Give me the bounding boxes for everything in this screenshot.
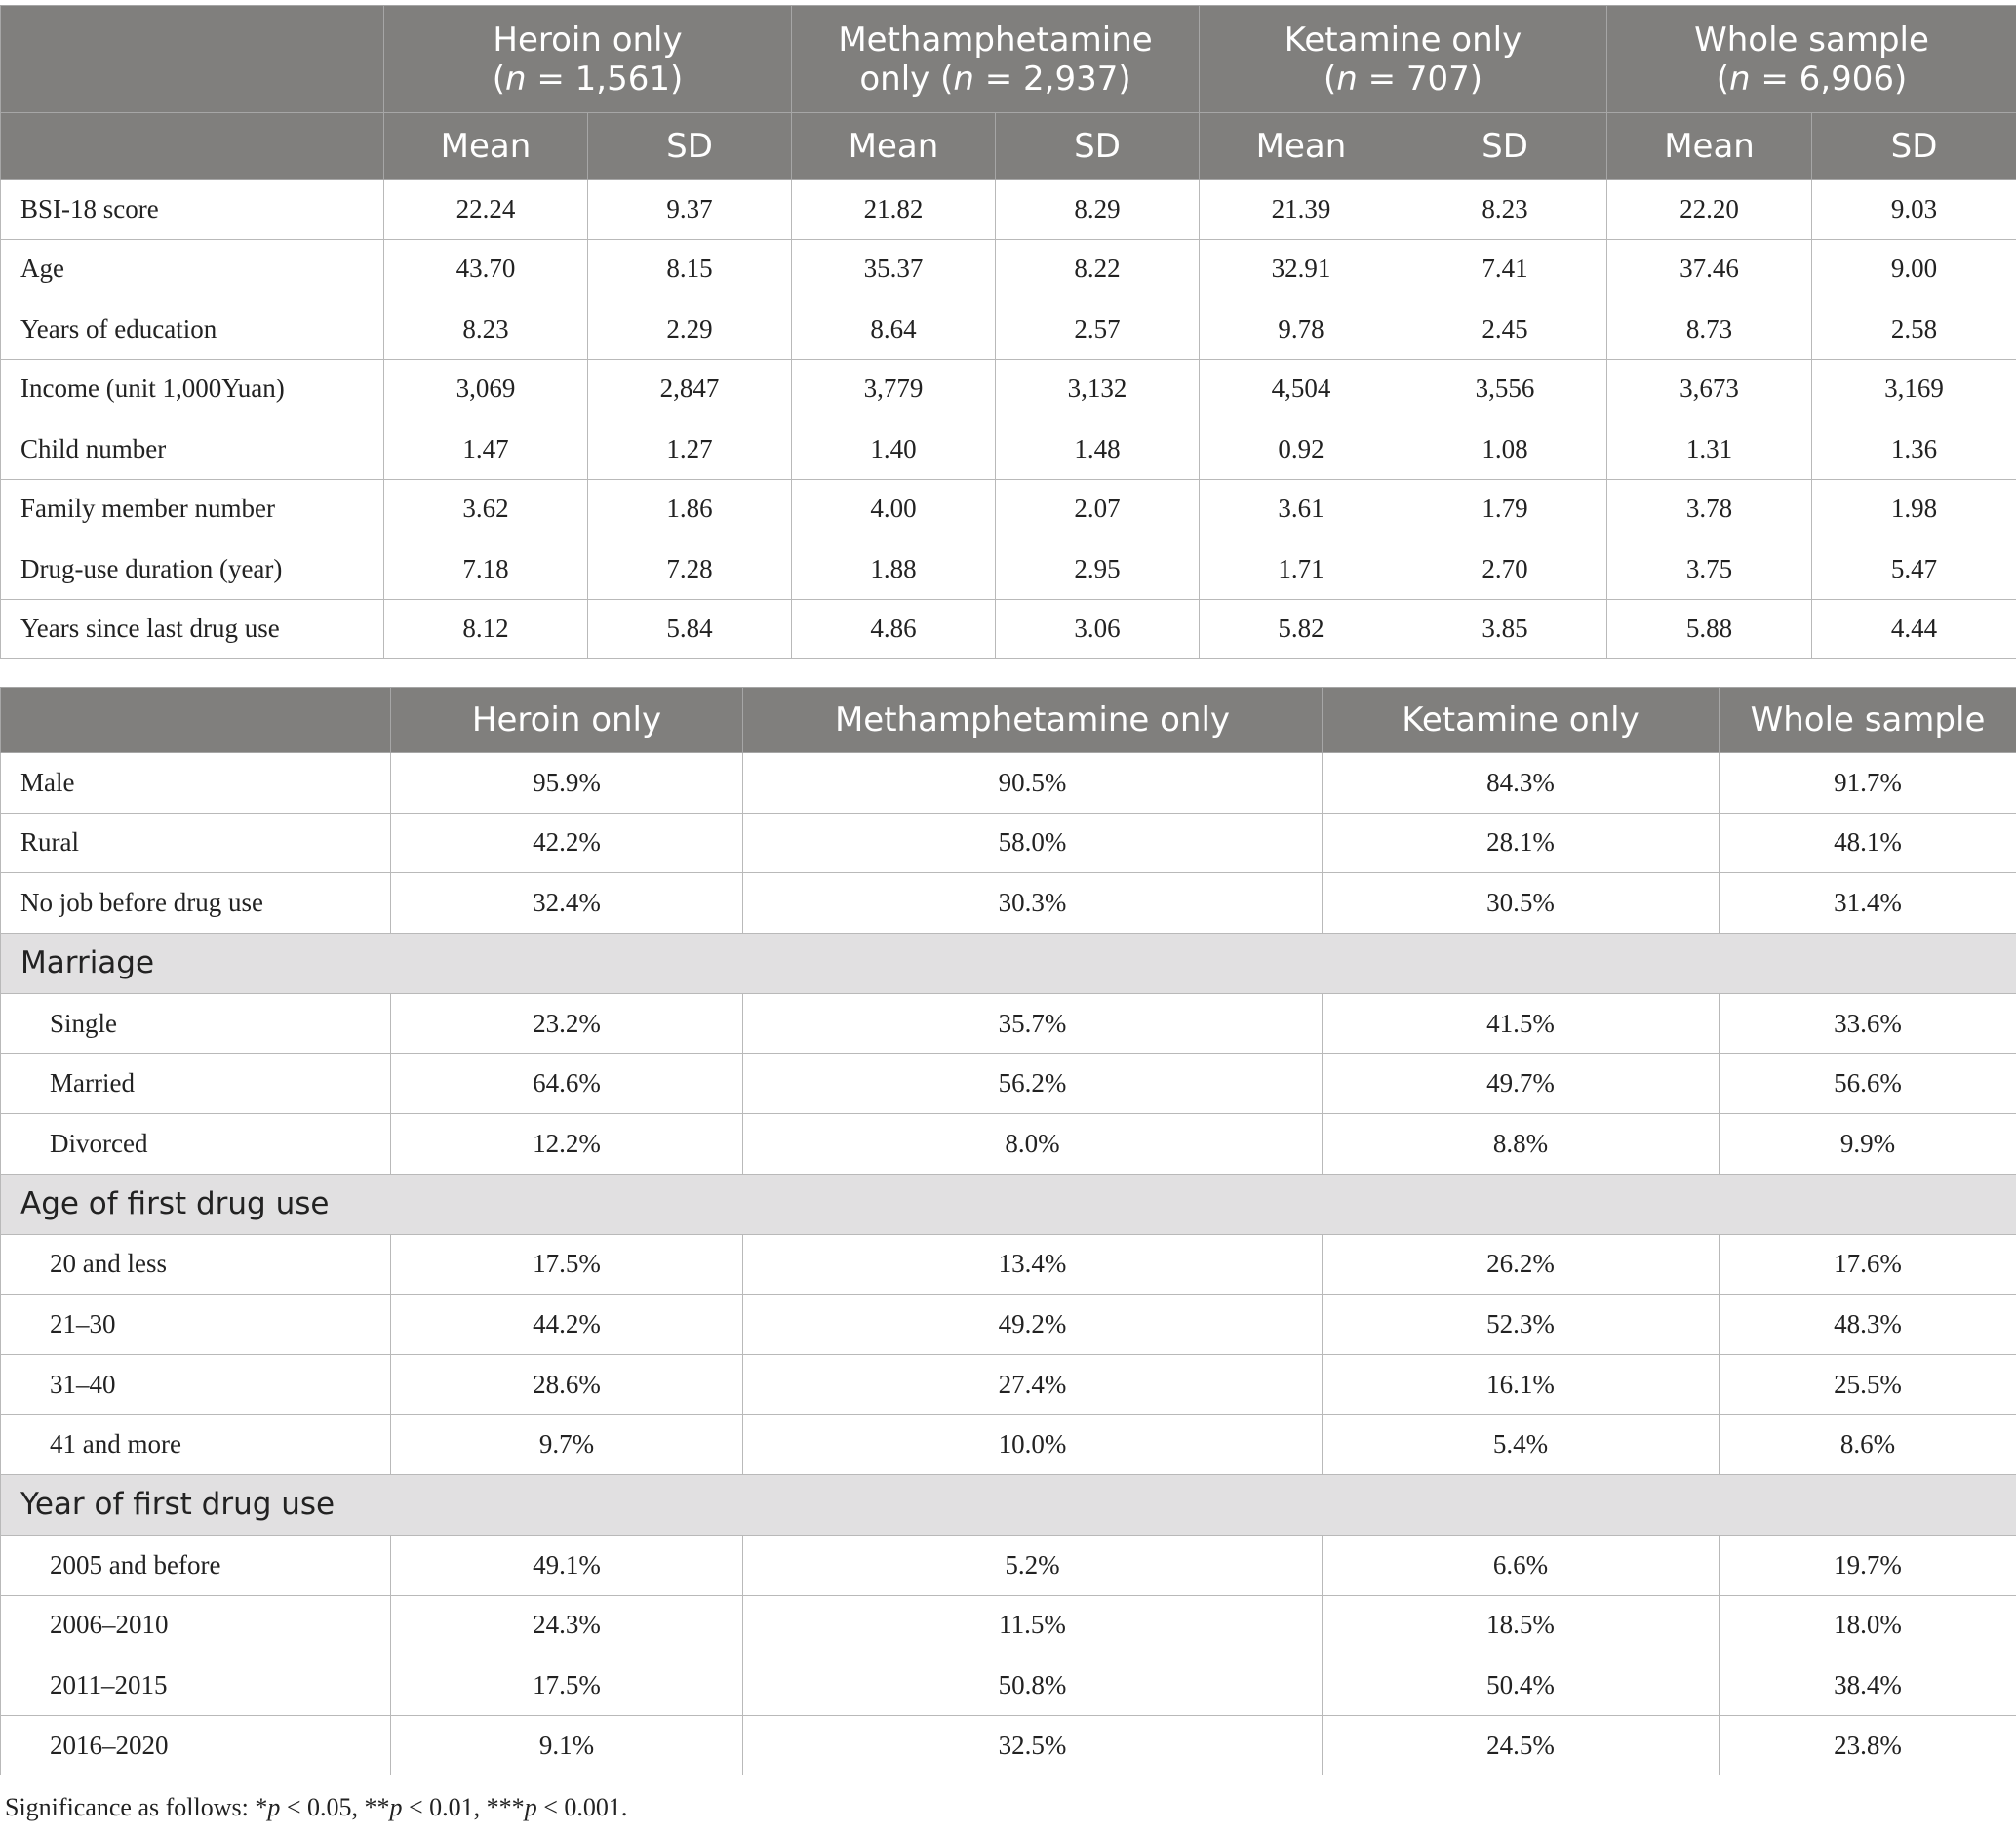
cell-value: 2.07 [996,479,1200,539]
section-title: Marriage [1,933,2016,993]
group-header: Ketamine only [1323,688,1720,753]
table-row [1,1415,2016,1475]
stat-header: SD [996,113,1200,180]
row-label: Age [1,239,384,299]
cell-value: 41.5% [1323,993,1720,1054]
cell-value: 2.45 [1403,299,1607,360]
group-header [1200,6,1607,113]
cell-value: 21.39 [1200,180,1403,240]
cell-value: 18.5% [1323,1595,1720,1655]
cell-value: 1.47 [384,419,588,480]
significance-footnote: Significance as follows: *p < 0.05, **p < 0.01, ***p < 0.001. [5,1793,628,1821]
cell-value: 12.2% [391,1113,743,1174]
section-header-row [1,933,2016,993]
categorical-stats-table [0,687,2016,1775]
cell-value: 52.3% [1323,1295,1720,1355]
table-row [1,180,2016,240]
cell-value: 2.57 [996,299,1200,360]
cell-value: 2.58 [1812,299,2016,360]
stat-header: Mean [384,113,588,180]
cell-value: 28.6% [391,1354,743,1415]
row-label: 2011–2015 [1,1655,391,1716]
group-header-line2: only (n = 2,937) [859,59,1131,99]
cell-value: 8.8% [1323,1113,1720,1174]
row-label: Years of education [1,299,384,360]
cell-value: 95.9% [391,753,743,814]
cell-value: 9.1% [391,1715,743,1775]
group-header: Heroin only [391,688,743,753]
cell-value: 49.7% [1323,1054,1720,1114]
cell-value: 7.41 [1403,239,1607,299]
cell-value: 19.7% [1720,1535,2016,1595]
cell-value: 3.78 [1607,479,1812,539]
table-row [1,299,2016,360]
cell-value: 58.0% [743,813,1323,873]
cell-value: 8.15 [588,239,792,299]
cell-value: 1.79 [1403,479,1607,539]
cell-value: 27.4% [743,1354,1323,1415]
cell-value: 5.2% [743,1535,1323,1595]
cell-value: 24.3% [391,1595,743,1655]
group-header-line1: Heroin only [493,20,683,60]
cell-value: 9.03 [1812,180,2016,240]
subheader-row [1,113,2016,180]
cell-value: 21.82 [792,180,996,240]
table-row [1,1535,2016,1595]
cell-value: 26.2% [1323,1234,1720,1295]
cell-value: 9.37 [588,180,792,240]
cell-value: 8.22 [996,239,1200,299]
descriptive-stats-table [0,5,2016,659]
cell-value: 50.4% [1323,1655,1720,1716]
table-row [1,1113,2016,1174]
cell-value: 6.6% [1323,1535,1720,1595]
row-label: BSI-18 score [1,180,384,240]
cell-value: 22.20 [1607,180,1812,240]
row-label: 21–30 [1,1295,391,1355]
cell-value: 50.8% [743,1655,1323,1716]
row-label: 2005 and before [1,1535,391,1595]
corner-header [1,6,384,113]
cell-value: 1.88 [792,539,996,600]
cell-value: 9.00 [1812,239,2016,299]
cell-value: 1.27 [588,419,792,480]
cell-value: 43.70 [384,239,588,299]
table-row [1,1234,2016,1295]
cell-value: 8.73 [1607,299,1812,360]
cell-value: 32.5% [743,1715,1323,1775]
cell-value: 30.3% [743,873,1323,934]
group-header: Whole sample [1720,688,2016,753]
cell-value: 35.7% [743,993,1323,1054]
row-label: 2006–2010 [1,1595,391,1655]
cell-value: 13.4% [743,1234,1323,1295]
group-header-line2: (n = 707) [1323,59,1483,99]
cell-value: 64.6% [391,1054,743,1114]
cell-value: 84.3% [1323,753,1720,814]
cell-value: 3,673 [1607,359,1812,419]
cell-value: 3.62 [384,479,588,539]
cell-value: 10.0% [743,1415,1323,1475]
cell-value: 3,132 [996,359,1200,419]
cell-value: 30.5% [1323,873,1720,934]
cell-value: 5.47 [1812,539,2016,600]
cell-value: 9.7% [391,1415,743,1475]
cell-value: 5.82 [1200,599,1403,659]
table-row [1,239,2016,299]
table-row [1,993,2016,1054]
cell-value: 8.64 [792,299,996,360]
row-label: 31–40 [1,1354,391,1415]
cell-value: 48.3% [1720,1295,2016,1355]
cell-value: 1.86 [588,479,792,539]
cell-value: 31.4% [1720,873,2016,934]
cell-value: 18.0% [1720,1595,2016,1655]
cell-value: 8.0% [743,1113,1323,1174]
cell-value: 4,504 [1200,359,1403,419]
cell-value: 3,169 [1812,359,2016,419]
table-row [1,873,2016,934]
table-row [1,479,2016,539]
cell-value: 4.86 [792,599,996,659]
cell-value: 2,847 [588,359,792,419]
cell-value: 8.23 [384,299,588,360]
cell-value: 8.23 [1403,180,1607,240]
cell-value: 35.37 [792,239,996,299]
cell-value: 91.7% [1720,753,2016,814]
cell-value: 56.6% [1720,1054,2016,1114]
section-title: Age of first drug use [1,1174,2016,1234]
cell-value: 17.6% [1720,1234,2016,1295]
stat-header: SD [588,113,792,180]
table-row [1,1595,2016,1655]
cell-value: 23.8% [1720,1715,2016,1775]
row-label: Years since last drug use [1,599,384,659]
cell-value: 49.1% [391,1535,743,1595]
stat-header: Mean [1607,113,1812,180]
cell-value: 5.4% [1323,1415,1720,1475]
cell-value: 2.70 [1403,539,1607,600]
cell-value: 17.5% [391,1655,743,1716]
cell-value: 23.2% [391,993,743,1054]
cell-value: 1.48 [996,419,1200,480]
cell-value: 32.4% [391,873,743,934]
group-header-line2: (n = 1,561) [492,59,684,99]
cell-value: 56.2% [743,1054,1323,1114]
cell-value: 3,069 [384,359,588,419]
cell-value: 0.92 [1200,419,1403,480]
header-row [1,688,2016,753]
stat-header: SD [1812,113,2016,180]
table-row [1,1295,2016,1355]
cell-value: 1.08 [1403,419,1607,480]
cell-value: 3.61 [1200,479,1403,539]
stat-header: SD [1403,113,1607,180]
cell-value: 32.91 [1200,239,1403,299]
cell-value: 25.5% [1720,1354,2016,1415]
corner-subheader [1,113,384,180]
table-row [1,753,2016,814]
table-row [1,1054,2016,1114]
corner-header [1,688,391,753]
row-label: 20 and less [1,1234,391,1295]
row-label: Male [1,753,391,814]
row-label: 41 and more [1,1415,391,1475]
cell-value: 42.2% [391,813,743,873]
cell-value: 49.2% [743,1295,1323,1355]
group-header-line2: (n = 6,906) [1716,59,1908,99]
row-label: Rural [1,813,391,873]
group-header [384,6,792,113]
group-header-row [1,6,2016,113]
stat-header: Mean [792,113,996,180]
cell-value: 8.29 [996,180,1200,240]
cell-value: 1.36 [1812,419,2016,480]
table-row [1,359,2016,419]
table-row [1,813,2016,873]
cell-value: 11.5% [743,1595,1323,1655]
cell-value: 33.6% [1720,993,2016,1054]
cell-value: 3.75 [1607,539,1812,600]
table-row [1,539,2016,600]
cell-value: 8.6% [1720,1415,2016,1475]
cell-value: 17.5% [391,1234,743,1295]
cell-value: 3,779 [792,359,996,419]
table-row [1,1655,2016,1716]
row-label: Income (unit 1,000Yuan) [1,359,384,419]
row-label: Single [1,993,391,1054]
section-header-row [1,1474,2016,1535]
table-row [1,599,2016,659]
table-row [1,419,2016,480]
cell-value: 24.5% [1323,1715,1720,1775]
cell-value: 7.28 [588,539,792,600]
row-label: Family member number [1,479,384,539]
cell-value: 90.5% [743,753,1323,814]
table-row [1,1715,2016,1775]
cell-value: 38.4% [1720,1655,2016,1716]
cell-value: 5.88 [1607,599,1812,659]
cell-value: 8.12 [384,599,588,659]
cell-value: 22.24 [384,180,588,240]
cell-value: 37.46 [1607,239,1812,299]
cell-value: 1.98 [1812,479,2016,539]
cell-value: 48.1% [1720,813,2016,873]
section-title: Year of first drug use [1,1474,2016,1535]
cell-value: 3,556 [1403,359,1607,419]
cell-value: 4.00 [792,479,996,539]
cell-value: 2.29 [588,299,792,360]
cell-value: 1.31 [1607,419,1812,480]
cell-value: 5.84 [588,599,792,659]
row-label: Divorced [1,1113,391,1174]
section-header-row [1,1174,2016,1234]
cell-value: 9.78 [1200,299,1403,360]
row-label: 2016–2020 [1,1715,391,1775]
group-header [792,6,1200,113]
group-header: Methamphetamine only [743,688,1323,753]
cell-value: 9.9% [1720,1113,2016,1174]
group-header-line1: Ketamine only [1284,20,1522,60]
group-header [1607,6,2016,113]
cell-value: 28.1% [1323,813,1720,873]
group-header-line1: Whole sample [1694,20,1929,60]
row-label: Drug-use duration (year) [1,539,384,600]
cell-value: 1.71 [1200,539,1403,600]
cell-value: 3.85 [1403,599,1607,659]
row-label: Married [1,1054,391,1114]
cell-value: 7.18 [384,539,588,600]
row-label: Child number [1,419,384,480]
table-row [1,1354,2016,1415]
cell-value: 3.06 [996,599,1200,659]
row-label: No job before drug use [1,873,391,934]
cell-value: 1.40 [792,419,996,480]
cell-value: 44.2% [391,1295,743,1355]
cell-value: 2.95 [996,539,1200,600]
cell-value: 16.1% [1323,1354,1720,1415]
stat-header: Mean [1200,113,1403,180]
group-header-line1: Methamphetamine [838,20,1153,60]
cell-value: 4.44 [1812,599,2016,659]
